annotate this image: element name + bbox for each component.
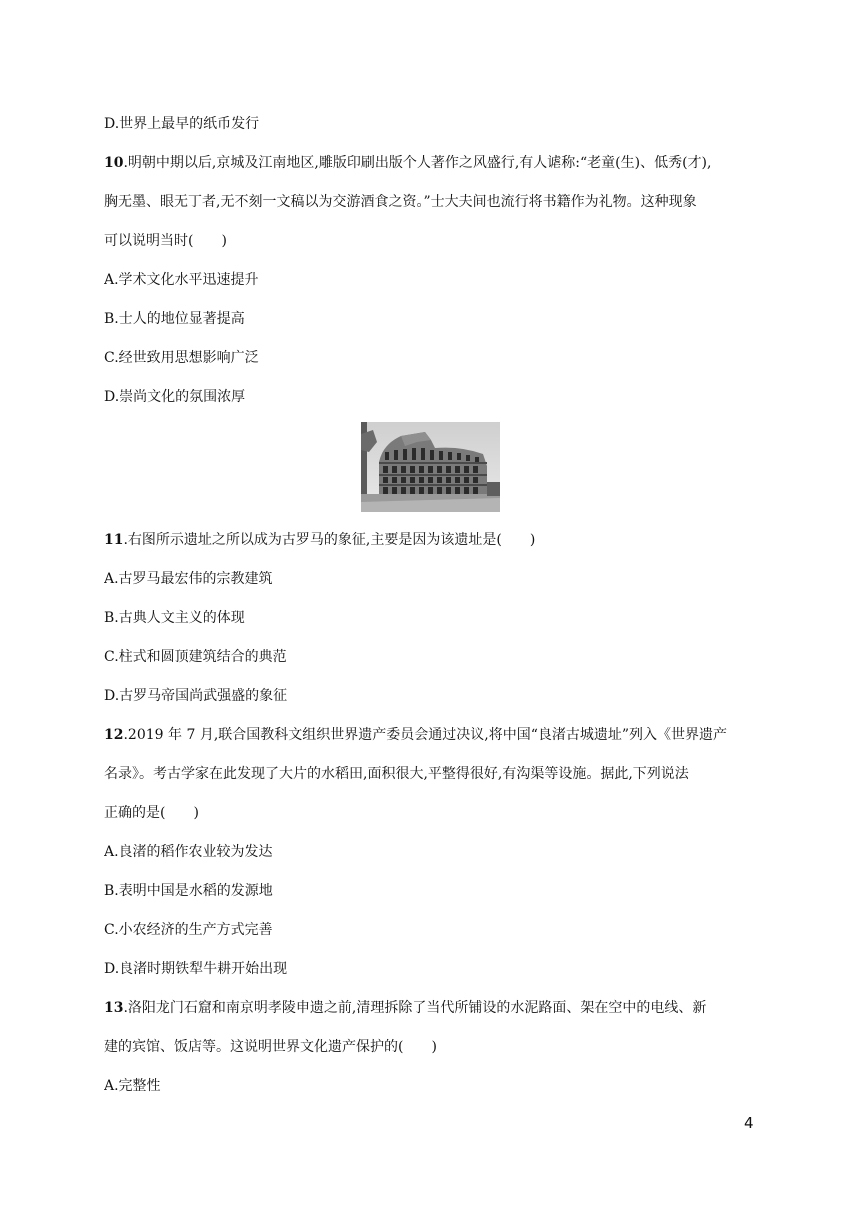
q12-number: 12 bbox=[104, 727, 124, 743]
q10-option-d: D.崇尚文化的氛围浓厚 bbox=[104, 389, 246, 405]
q12-stem-line-1 bbox=[104, 725, 764, 745]
q10-number: 10 bbox=[104, 155, 124, 171]
q11-option-c: C.柱式和圆顶建筑结合的典范 bbox=[104, 649, 287, 665]
q12-option-d: D.良渚时期铁犁牛耕开始出现 bbox=[104, 961, 288, 977]
q13-stem-line-1 bbox=[104, 998, 764, 1018]
q12-stem-line-3: 正确的是( ) bbox=[104, 805, 199, 821]
q13-option-a: A.完整性 bbox=[104, 1078, 161, 1094]
q10-stem-line-1 bbox=[104, 153, 764, 173]
q10-option-c: C.经世致用思想影响广泛 bbox=[104, 350, 259, 366]
q11-number: 11 bbox=[104, 532, 124, 548]
q11-option-d: D.古罗马帝国尚武强盛的象征 bbox=[104, 688, 288, 704]
page-number: 4 bbox=[744, 1114, 754, 1132]
colosseum-illustration bbox=[361, 422, 500, 512]
q11-option-b: B.古典人文主义的体现 bbox=[104, 610, 245, 626]
q10-option-a: A.学术文化水平迅速提升 bbox=[104, 272, 259, 288]
q12-stem-line-2: 名录》。考古学家在此发现了大片的水稻田,面积很大,平整得很好,有沟渠等设施。据此,下列说法 bbox=[104, 766, 689, 782]
q12-option-b: B.表明中国是水稻的发源地 bbox=[104, 883, 273, 899]
q10-stem-line-3: 可以说明当时( ) bbox=[104, 233, 227, 249]
q10-option-b: B.士人的地位显著提高 bbox=[104, 311, 245, 327]
colosseum-photo bbox=[361, 422, 500, 512]
q12-stem-text: .2019 年 7 月,联合国教科文组织世界遗产委员会通过决议,将中国“良渚古城遗址”列入《世界遗产 bbox=[123, 727, 728, 743]
q13-stem-text: .洛阳龙门石窟和南京明孝陵申遗之前,清理拆除了当代所铺设的水泥路面、架在空中的电线、新 bbox=[123, 1000, 707, 1016]
q12-option-a: A.良渚的稻作农业较为发达 bbox=[104, 844, 273, 860]
q13-stem-line-2: 建的宾馆、饭店等。这说明世界文化遗产保护的( ) bbox=[104, 1039, 437, 1055]
q10-stem-line-2: 胸无墨、眼无丁者,无不刻一文稿以为交游酒食之资。”士大夫间也流行将书籍作为礼物。这种现象 bbox=[104, 194, 697, 210]
q9-option-d: D.世界上最早的纸币发行 bbox=[104, 116, 260, 132]
q11-stem-line-1 bbox=[104, 530, 764, 550]
q11-stem-text: .右图所示遗址之所以成为古罗马的象征,主要是因为该遗址是( ) bbox=[123, 532, 536, 548]
q13-number: 13 bbox=[104, 1000, 124, 1016]
q11-option-a: A.古罗马最宏伟的宗教建筑 bbox=[104, 571, 273, 587]
q10-stem-text: .明朝中期以后,京城及江南地区,雕版印刷出版个人著作之风盛行,有人谑称:“老童(生)、低秀(才), bbox=[123, 155, 712, 171]
q12-option-c: C.小农经济的生产方式完善 bbox=[104, 922, 273, 938]
